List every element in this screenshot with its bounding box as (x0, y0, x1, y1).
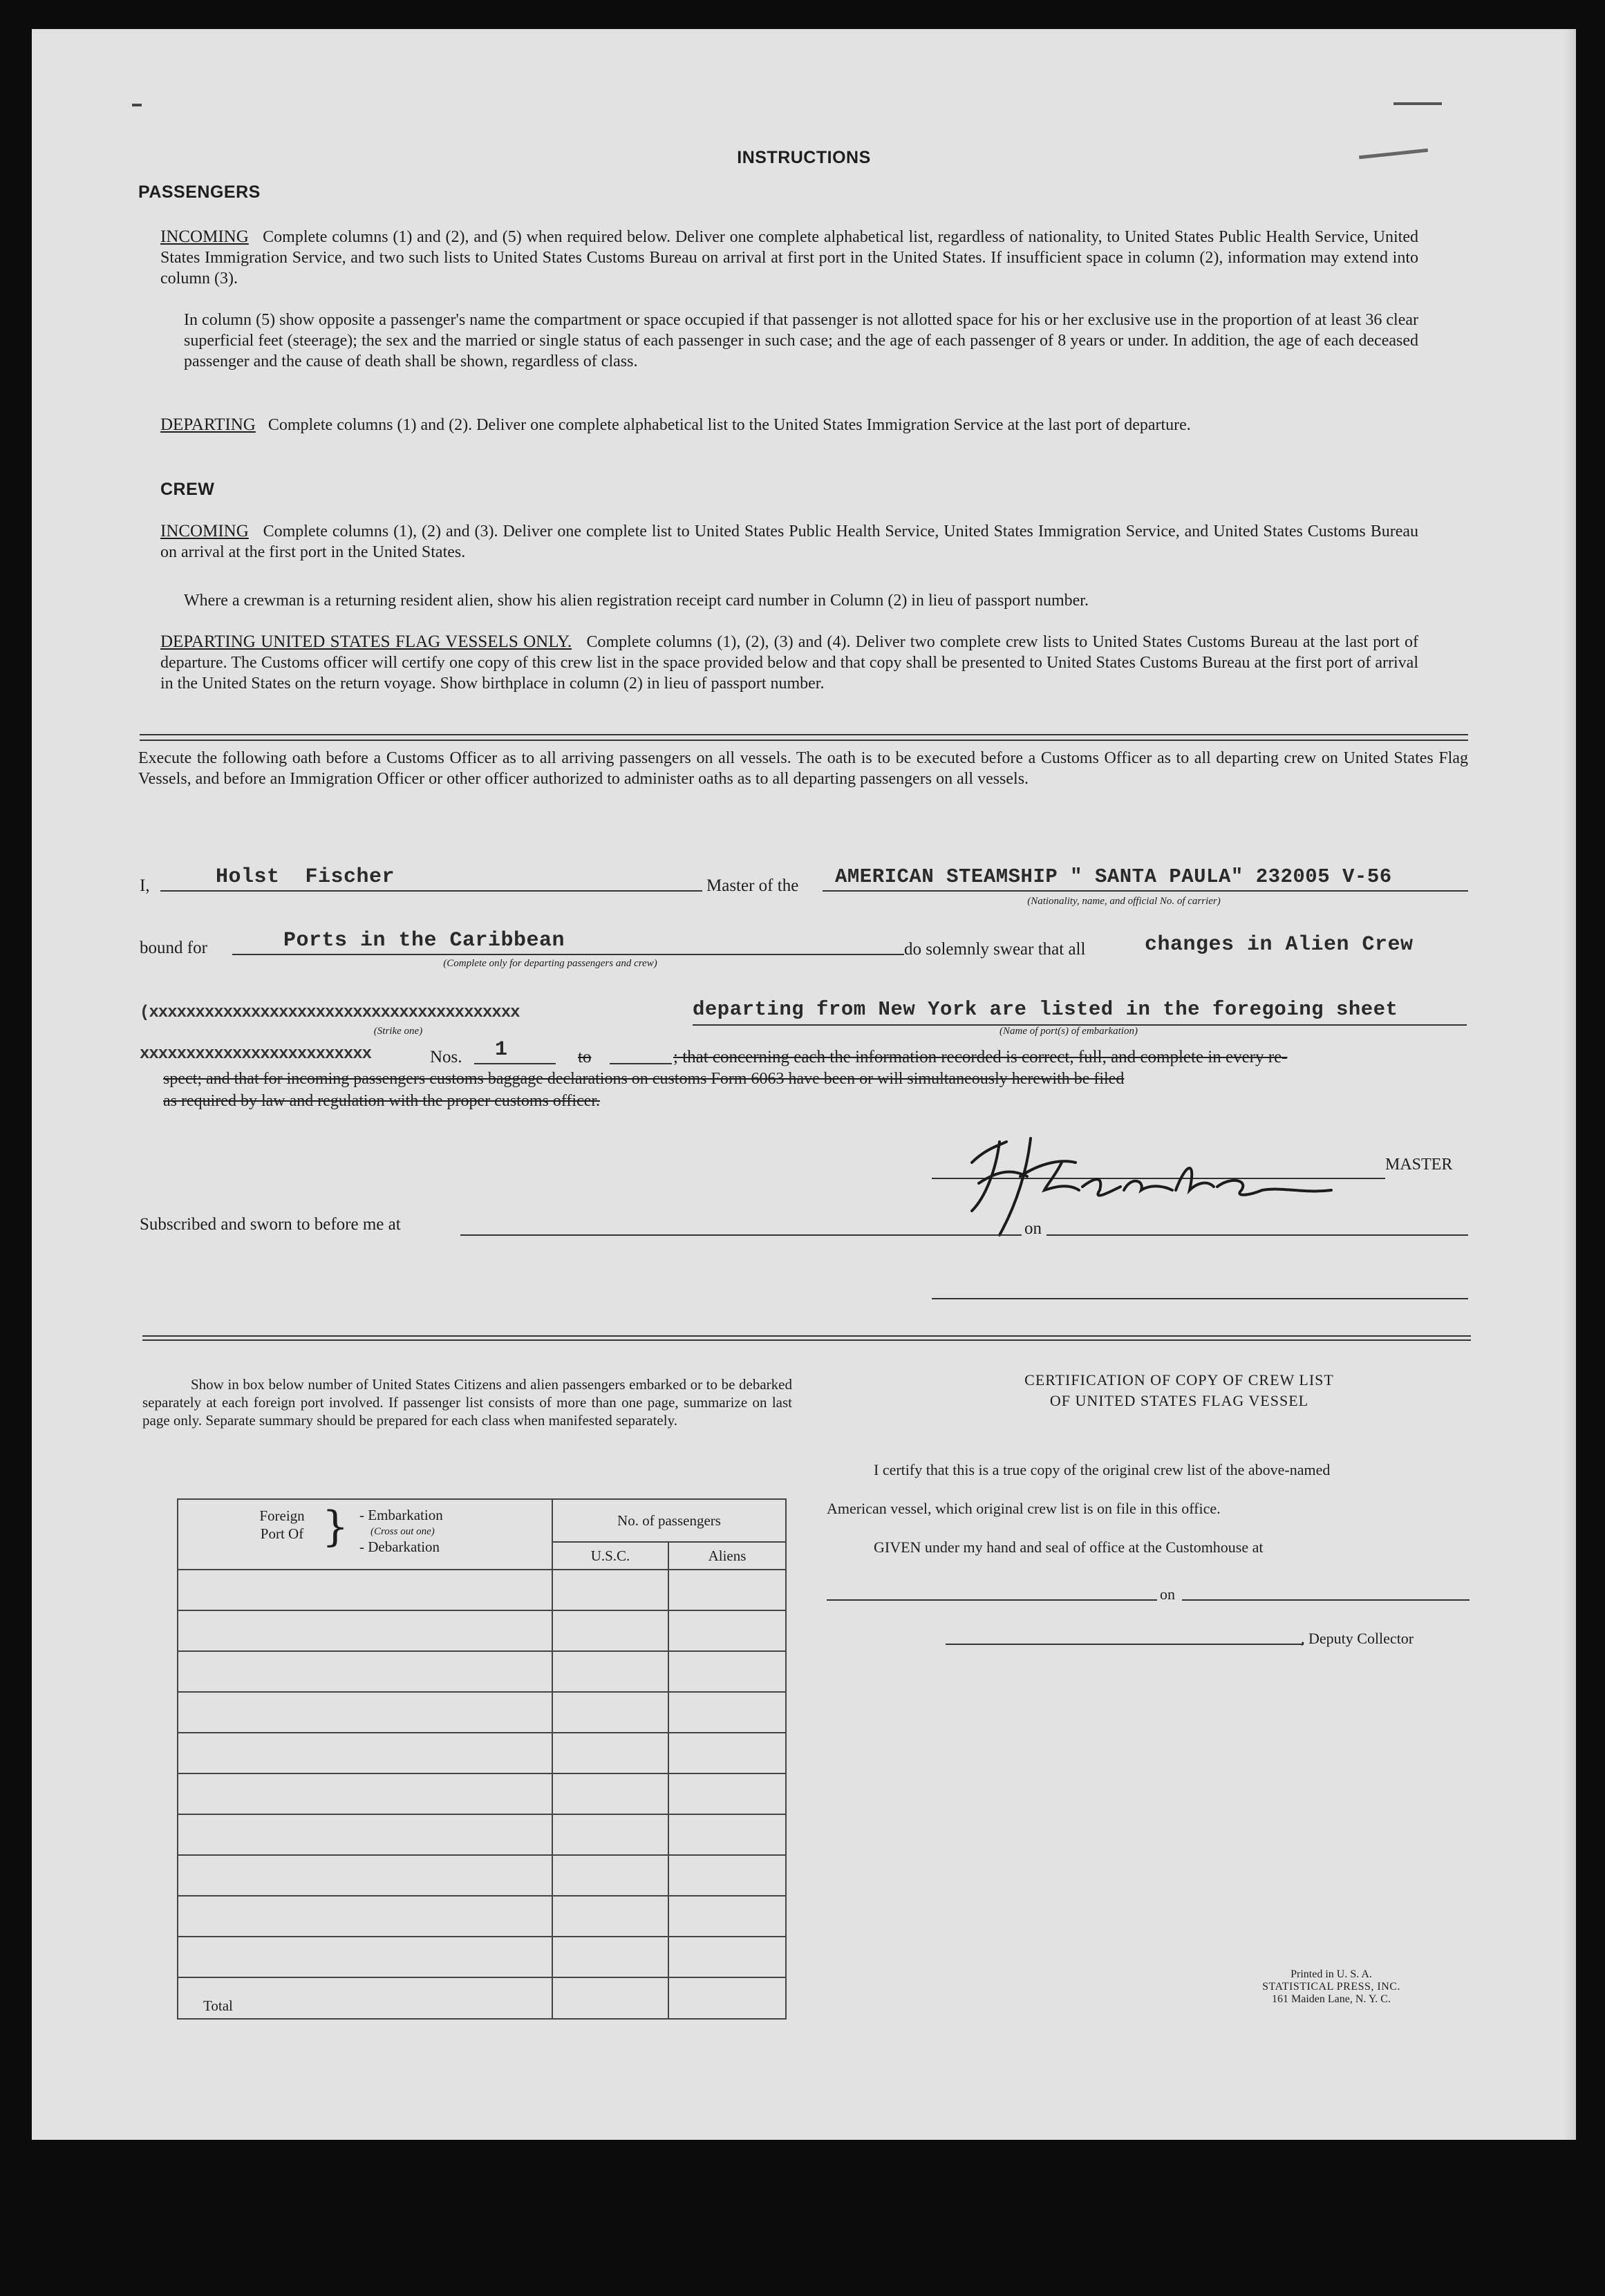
document-page (32, 29, 1576, 2140)
deputy-collector-label: , Deputy Collector (1301, 1630, 1414, 1647)
usc-cell[interactable] (552, 1733, 668, 1773)
passengers-incoming-paragraph (160, 227, 1418, 289)
passengers-incoming-text: Complete columns (1) and (2), and (5) when required below. Deliver one complete alphabetical list, regardless of nationality, to United States Public Health Service, United States Immigration Service, and two such lists to United States Customs Bureau on arrival at first port in the United States. If insufficient space in column (2), information may extend into column (3). (160, 228, 1419, 288)
aliens-cell[interactable] (668, 1937, 786, 1977)
crew-incoming-label: INCOMING (160, 522, 249, 540)
section-rule (142, 1339, 1471, 1341)
bound-for-label: bound for (140, 939, 207, 957)
bleed-through-mark (1393, 102, 1442, 105)
port-cell[interactable] (178, 1937, 552, 1977)
port-cell[interactable] (178, 1855, 552, 1896)
total-aliens-cell[interactable] (668, 1977, 786, 2019)
embarkation-label: - Embarkation (359, 1507, 443, 1523)
aliens-cell[interactable] (668, 1692, 786, 1733)
subscribed-date-line (1046, 1234, 1468, 1236)
foreign-port-label: Foreign Port Of (259, 1507, 305, 1542)
struck-xs-line2: xxxxxxxxxxxxxxxxxxxxxxxxx (140, 1045, 372, 1064)
table-row (178, 1610, 786, 1651)
port-cell[interactable] (178, 1773, 552, 1814)
summary-instructions: Show in box below number of United States Citizens and alien passengers embarked or to be debarked separately at each foreign port involved. If passenger list consists of more than one page, summarize on last page only. Separate summary should be prepared for each class when manifested separately. (142, 1376, 792, 1429)
customhouse-line (827, 1599, 1157, 1601)
strike-caption: (Strike one) (373, 1026, 423, 1037)
port-cell[interactable] (178, 1896, 552, 1937)
master-name-line (160, 890, 702, 892)
master-name: Holst Fischer (216, 865, 395, 889)
passenger-summary-table (177, 1498, 787, 2020)
nos-value: 1 (495, 1038, 508, 1062)
usc-cell[interactable] (552, 1896, 668, 1937)
divider-rule (140, 734, 1468, 735)
section-rule (142, 1335, 1471, 1337)
port-caption: (Name of port(s) of embarkation) (999, 1026, 1138, 1037)
aliens-cell[interactable] (668, 1570, 786, 1610)
certification-title-1: CERTIFICATION OF COPY OF CREW LIST (1024, 1371, 1334, 1389)
deputy-collector-line (946, 1644, 1304, 1645)
certification-on-label: on (1160, 1585, 1175, 1603)
departing-typed: departing from New York are listed in the foregoing sheet (693, 998, 1398, 1021)
vessel-line (823, 890, 1468, 892)
debarkation-label: - Debarkation (359, 1538, 440, 1555)
passengers-heading: PASSENGERS (138, 182, 261, 202)
crew-incoming-paragraph (160, 521, 1418, 563)
table-row (178, 1651, 786, 1692)
oath-instruction: Execute the following oath before a Customs Officer as to all arriving passengers on all vessels. The oath is to be executed before a Customs Officer as to all departing crew on United States Flag Vessels, and before an Immigration Officer or other officer authorized to administer oaths as to all departing passengers on all vessels. (138, 749, 1468, 788)
passengers-departing-label: DEPARTING (160, 415, 256, 434)
nos-label: Nos. (430, 1048, 462, 1066)
port-cell[interactable] (178, 1692, 552, 1733)
certification-date-line (1182, 1599, 1470, 1601)
passengers-incoming-label: INCOMING (160, 227, 249, 246)
master-label: MASTER (1385, 1156, 1453, 1174)
subscribed-place-line (460, 1234, 1022, 1236)
struck-text-2: spect; and that for incoming passengers customs baggage declarations on customs Form 6063 have been or will simultaneously herewith be filed (163, 1070, 1125, 1088)
crew-departing-paragraph (160, 632, 1418, 694)
officer-signature-line (932, 1298, 1468, 1299)
master-signature (958, 1121, 1373, 1245)
usc-cell[interactable] (552, 1610, 668, 1651)
total-label: Total (203, 1997, 233, 2014)
printer-line-1: Printed in U. S. A. (1290, 1968, 1372, 1980)
aliens-cell[interactable] (668, 1733, 786, 1773)
struck-option-xs: (xxxxxxxxxxxxxxxxxxxxxxxxxxxxxxxxxxxxxxxx (140, 1004, 520, 1022)
table-row (178, 1814, 786, 1855)
no-passengers-header: No. of passengers (552, 1499, 786, 1542)
usc-cell[interactable] (552, 1692, 668, 1733)
aliens-cell[interactable] (668, 1773, 786, 1814)
crew-heading: CREW (160, 480, 215, 499)
usc-cell[interactable] (552, 1773, 668, 1814)
total-usc-cell[interactable] (552, 1977, 668, 2019)
table-header-row (178, 1499, 786, 1542)
bound-for-line (232, 954, 904, 955)
to-line (610, 1063, 672, 1064)
passengers-column5-text: In column (5) show opposite a passenger's name the compartment or space occupied if that passenger is not allotted space for his or her exclusive use in the proportion of at least 36 clear superficial feet (steerage); the sex and the married or single status of each passenger in such case; and the age of each passenger of 8 years or under. In addition, the age of each deceased passenger and the cause of death shall be shown, regardless of class. (184, 311, 1418, 370)
table-total-row (178, 1977, 786, 2019)
aliens-cell[interactable] (668, 1855, 786, 1896)
bound-for-value: Ports in the Caribbean (283, 929, 565, 952)
usc-cell[interactable] (552, 1855, 668, 1896)
crew-departing-text: Complete columns (1), (2), (3) and (4). Deliver two complete crew lists to United States Customs Bureau at the last port of departure. The Customs officer will certify one copy of this crew list in the space provided below and that copy shall be presented to United States Customs Bureau at the first port of arrival in the United States on the return voyage. Show birthplace in column (2) in lieu of passport number. (160, 633, 1418, 693)
cross-out-caption: (Cross out one) (370, 1526, 435, 1537)
crew-departing-label: DEPARTING UNITED STATES FLAG VESSELS ONLY. (160, 632, 572, 651)
certification-certify-text: I certify that this is a true copy of the original crew list of the above-named (874, 1461, 1331, 1478)
nos-line (474, 1063, 556, 1064)
vessel-caption: (Nationality, name, and official No. of carrier) (1027, 896, 1221, 907)
usc-cell[interactable] (552, 1814, 668, 1855)
crew-alien-text: Where a crewman is a returning resident alien, show his alien registration receipt card number in Column (2) in lieu of passport number. (184, 592, 1089, 610)
aliens-cell[interactable] (668, 1896, 786, 1937)
table-row (178, 1733, 786, 1773)
bound-for-caption: (Complete only for departing passengers and crew) (443, 958, 657, 969)
brace-icon: } (322, 1503, 349, 1551)
usc-cell[interactable] (552, 1651, 668, 1692)
aliens-cell[interactable] (668, 1610, 786, 1651)
aliens-cell[interactable] (668, 1651, 786, 1692)
table-row (178, 1773, 786, 1814)
port-cell[interactable] (178, 1651, 552, 1692)
aliens-cell[interactable] (668, 1814, 786, 1855)
crew-incoming-text: Complete columns (1), (2) and (3). Deliver one complete list to United States Public Health Service, United States Immigration Service, and United States Customs Bureau on arrival at the first port in the United States. (160, 523, 1419, 561)
to-label: to (578, 1048, 592, 1066)
port-cell[interactable] (178, 1610, 552, 1651)
printer-line-3: 161 Maiden Lane, N. Y. C. (1272, 1993, 1391, 2005)
table-row (178, 1855, 786, 1896)
table-row (178, 1692, 786, 1733)
swear-label: do solemnly swear that all (904, 940, 1086, 959)
usc-header: U.S.C. (552, 1542, 668, 1570)
passengers-departing-text: Complete columns (1) and (2). Deliver one complete alphabetical list to the United States Immigration Service at the last port of departure. (268, 416, 1191, 434)
struck-text-1: ; that concerning each the information recorded is correct, full, and complete in every re- (673, 1048, 1288, 1066)
table-row (178, 1570, 786, 1610)
table-row (178, 1896, 786, 1937)
passengers-departing-paragraph (160, 415, 1418, 435)
subscribed-on-label: on (1024, 1219, 1042, 1238)
paper-edge-shadow (1564, 29, 1576, 2140)
printer-line-2: STATISTICAL PRESS, INC. (1262, 1981, 1400, 1993)
bleed-through-mark (132, 104, 142, 106)
vessel-name: AMERICAN STEAMSHIP " SANTA PAULA" 232005 V-56 (835, 865, 1392, 888)
aliens-header: Aliens (668, 1542, 786, 1570)
total-label-cell (178, 1977, 552, 2019)
certification-title-2: OF UNITED STATES FLAG VESSEL (1049, 1392, 1309, 1409)
oath-i-label: I, (140, 876, 150, 895)
port-cell[interactable] (178, 1733, 552, 1773)
certification-vessel-text: American vessel, which original crew list is on file in this office. (827, 1500, 1221, 1517)
certification-given-text: GIVEN under my hand and seal of office at the Customhouse at (874, 1538, 1264, 1556)
struck-text-3: as required by law and regulation with the proper customs officer. (163, 1092, 601, 1110)
printer-imprint (1207, 1968, 1456, 2006)
swear-typed: changes in Alien Crew (1145, 933, 1414, 957)
foreign-port-header (178, 1499, 552, 1570)
instructions-title: INSTRUCTIONS (737, 148, 871, 167)
table-row (178, 1937, 786, 1977)
usc-cell[interactable] (552, 1937, 668, 1977)
subscribed-label: Subscribed and sworn to before me at (140, 1215, 401, 1234)
port-cell[interactable] (178, 1814, 552, 1855)
master-of-label: Master of the (706, 876, 799, 895)
port-cell[interactable] (178, 1570, 552, 1610)
usc-cell[interactable] (552, 1570, 668, 1610)
divider-rule (140, 740, 1468, 741)
